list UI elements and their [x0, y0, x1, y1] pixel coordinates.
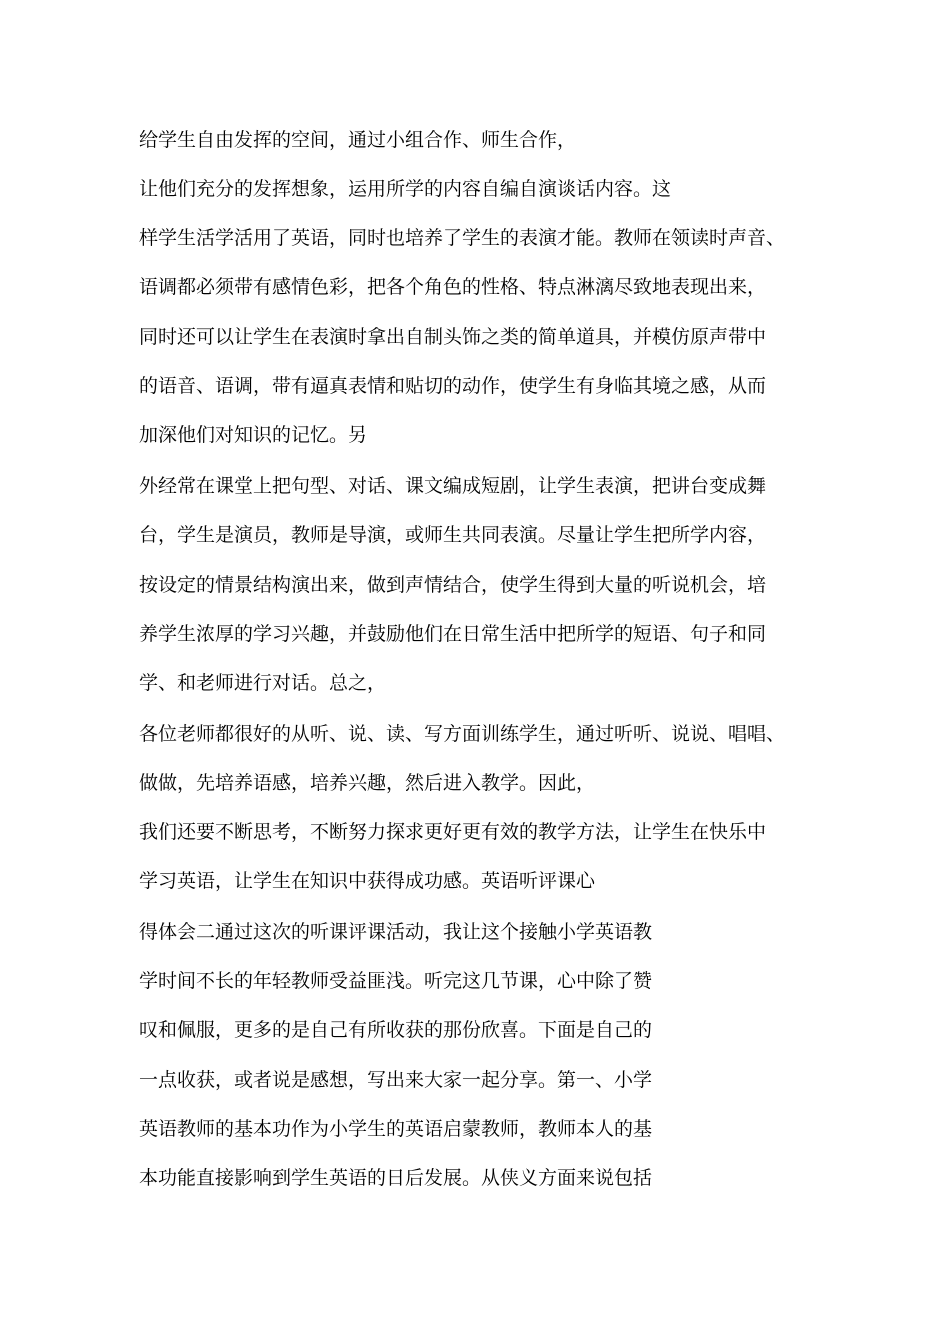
text-line: 学、和老师进行对话。总之，: [139, 672, 387, 694]
text-line: 得体会二通过这次的听课评课活动，我让这个接触小学英语教: [139, 921, 653, 943]
text-line: 一点收获，或者说是感想，写出来大家一起分享。第一、小学: [139, 1069, 653, 1091]
text-line: 外经常在课堂上把句型、对话、课文编成短剧，让学生表演，把讲台变成舞: [139, 475, 767, 497]
text-line: 让他们充分的发挥想象，运用所学的内容自编自演谈话内容。这: [139, 178, 672, 200]
text-line: 我们还要不断思考，不断努力探求更好更有效的教学方法，让学生在快乐中: [139, 821, 767, 843]
text-line: 各位老师都很好的从听、说、读、写方面训练学生，通过听听、说说、唱唱、: [139, 723, 786, 745]
text-line: 样学生活学活用了英语，同时也培养了学生的表演才能。教师在领读时声音、: [139, 227, 786, 249]
text-line: 学习英语，让学生在知识中获得成功感。英语听评课心: [139, 870, 596, 892]
text-line: 做做，先培养语感，培养兴趣，然后进入教学。因此，: [139, 772, 596, 794]
text-line: 按设定的情景结构演出来，做到声情结合，使学生得到大量的听说机会，培: [139, 574, 767, 596]
text-line: 本功能直接影响到学生英语的日后发展。从侠义方面来说包括: [139, 1167, 653, 1189]
text-line: 加深他们对知识的记忆。另: [139, 424, 368, 446]
text-line: 养学生浓厚的学习兴趣，并鼓励他们在日常生活中把所学的短语、句子和同: [139, 623, 767, 645]
text-line: 同时还可以让学生在表演时拿出自制头饰之类的简单道具，并模仿原声带中: [139, 326, 767, 348]
text-line: 的语音、语调，带有逼真表情和贴切的动作，使学生有身临其境之感，从而: [139, 375, 767, 397]
text-line: 叹和佩服，更多的是自己有所收获的那份欣喜。下面是自己的: [139, 1019, 653, 1041]
text-line: 语调都必须带有感情色彩，把各个角色的性格、特点淋漓尽致地表现出来，: [139, 276, 767, 298]
text-line: 给学生自由发挥的空间，通过小组合作、师生合作，: [139, 129, 577, 151]
text-line: 英语教师的基本功作为小学生的英语启蒙教师，教师本人的基: [139, 1118, 653, 1140]
text-line: 学时间不长的年轻教师受益匪浅。听完这几节课，心中除了赞: [139, 970, 653, 992]
text-line: 台，学生是演员，教师是导演，或师生共同表演。尽量让学生把所学内容，: [139, 524, 767, 546]
